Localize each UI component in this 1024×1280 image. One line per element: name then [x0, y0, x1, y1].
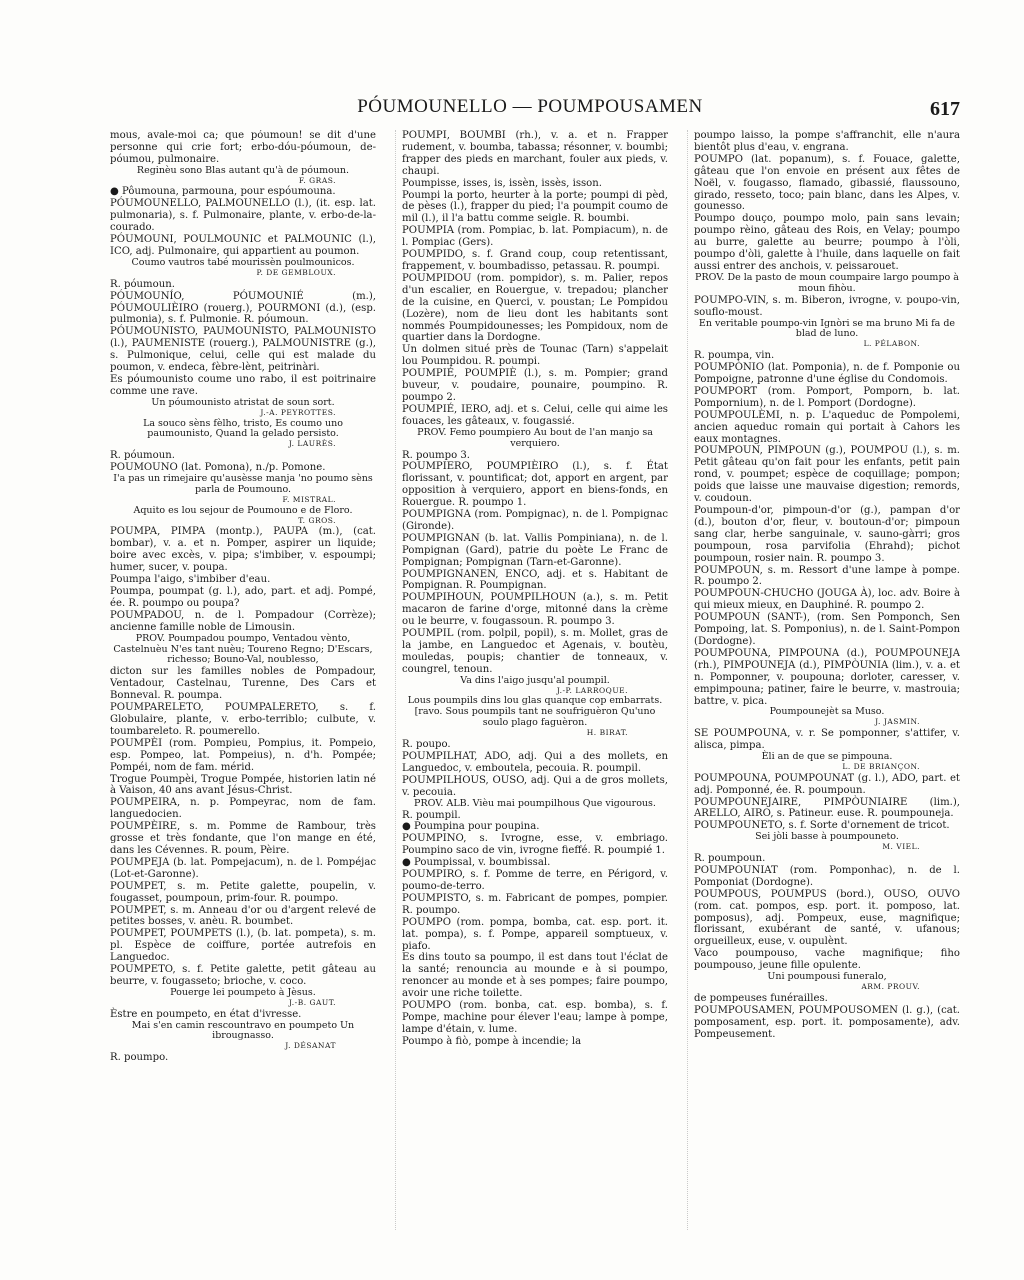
dictionary-entry: POUMPOUSAMEN, POUMPOUSOMEN (l. g.), (cat. pomposament, esp. port. it. pomposamente), adv. Pompeusement. [694, 1004, 960, 1040]
dictionary-entry: PÓUMOUNISTO, PAUMOUNISTO, PALMOUNISTO (l.), PAUMENISTE (rouerg.), PALMOUNISTRE (g.), s. Pulmonique, celui, celle qui est malade du poumon, v. endeca, fèbre-lènt, peitrinàri. [110, 326, 376, 374]
dictionary-entry: POUMPIDO, s. f. Grand coup, coup retentissant, frappement, v. boumbadisso, petassau. R. poumpi. [402, 249, 668, 272]
citation-source: J. JASMIN. [875, 717, 920, 727]
dictionary-entry: dicton sur les familles nobles de Pompadour, Ventadour, Castelnau, Turenne, Des Cars et Bonneval. R. poumpa. [110, 666, 376, 702]
dictionary-entry: PÓUMOUNELLO, PALMOUNELLO (l.), (it. esp. lat. pulmonaria), s. f. Pulmonaire, plante, v. erbo-de-la-courado. [110, 198, 376, 234]
dictionary-entry: R. poumpil. [402, 809, 461, 821]
dictionary-entry: POUMPINO, s. Ivrogne, esse, v. embriago. Poumpino saco de vin, ivrogne fieffé. R. poumpié 1. [402, 833, 668, 857]
quotation: I'a pas un rimejaire qu'ausèsse manja 'no poumo sèns parla de Poumouno. [113, 473, 373, 495]
dictionary-entry: POUMPOUNETO, s. f. Sorte d'ornement de tricot. [694, 820, 950, 832]
dictionary-entry: POUMPIÉ, IERO, adj. et s. Celui, celle qui aime les fouaces, les gâteaux, v. fougassié. [402, 403, 668, 427]
dictionary-entry: POUMPIGNA (rom. Pompignac), n. de l. Pompignac (Gironde). [402, 509, 668, 532]
dictionary-entry: R. póumoun. [110, 278, 175, 290]
dictionary-entry: POUMPEIRA, n. p. Pompeyrac, nom de fam. languedocien. [110, 797, 376, 821]
dictionary-entry: Poumpo douço, poumpo molo, pain sans levain; poumpo rèino, gâteau des Rois, en Velay; poumpo au burre, galette au beurre; poumpo à l'òli, poumpo d'òli, galette à l'huile, dans laquelle on fait aussi entrer des anchois, v. peissarouet. [694, 213, 960, 272]
quotation: Va dins l'aigo jusqu'al poumpil. [460, 674, 610, 686]
quotation: PROV. Femo poumpiero Au bout de l'an manjo sa verquiero. [417, 426, 653, 449]
dictionary-entry: PÓUMOUNI, POULMOUNIC et PALMOUNIC (l.), ICO, adj. Pulmonaire, qui appartient au poumon. [110, 234, 376, 258]
dictionary-entry: POUMPOUNEJAIRE, PIMPÒUNIAIRE (lim.), ARELLO, AIRO, s. Patineur. euse. R. poumpouneja. [694, 796, 960, 820]
dictionary-entry: POUMPIÉ, POUMPIÈ (l.), s. m. Pompier; grand buveur, v. poudaire, pounaire, poumpino. R. poumpo 2. [402, 368, 668, 403]
dictionary-entry: Trogue Poumpèi, Trogue Pompée, historien latin né à Vaison, 40 ans avant Jésus-Christ. [110, 773, 376, 797]
dictionary-entry: POUMPIGNAN (b. lat. Vallis Pompiniana), n. de l. Pompignan (Gard), patrie du poète Le Franc de Pompignan; Pompignan (Tarn-et-Garonne). [402, 532, 668, 568]
citation-source: ARM. PROUV. [861, 982, 920, 992]
dictionary-entry: Poumpisse, isses, is, issèn, issès, isson. [402, 177, 602, 189]
dictionary-entry: POUMPOUNA, PIMPOUNA (d.), POUMPOUNEJA (rh.), PIMPOUNEJA (d.), PIMPÒUNIA (lim.), v. a. et n. Pomponner, v. poupouna; dorloter, caresser, v. empimpouna; patiner, faire le beurre, v. mastrouia; battre, v. pica. [694, 647, 960, 707]
dictionary-entry: POUMPOUN (SANT-), (rom. Sen Pomponch, Sen Pompoing, lat. S. Pomponius), n. de l. Saint-Pompon (Dordogne). [694, 612, 960, 647]
dictionary-entry: POUMPOUN, s. m. Ressort d'une lampe à pompe. R. poumpo 2. [694, 564, 960, 588]
dictionary-entry: POUMPO (lat. popanum), s. f. Fouace, galette, gâteau que l'on envoie en présent aux fêtes de Noël, v. fougasso, flamado, gibassié, flaussouno, girado, resseto, toco; pain blanc, dans les Alpes, v. gounesso. [694, 153, 960, 213]
dictionary-entry: POUMPA, PIMPA (montp.), PAUPA (m.), (cat. bombar), v. a. et n. Pomper, aspirer un liquide; boire avec excès, v. pipa; s'imbiber, v. espoumpi; humer, sucer, v. poupa. [110, 526, 376, 574]
citation-source: H. BIRAT. [586, 728, 628, 738]
quotation: Poumpounejèt sa Muso. [769, 706, 885, 718]
page-header [100, 96, 960, 128]
dictionary-entry: POUMPIERO, POUMPIÈIRO (l.), s. f. État florissant, v. pountificat; dot, apport en argent, par opposition à verquiero, apport en biens-fonds, en Rouergue. R. poumpo 1. [402, 461, 668, 509]
dictionary-entry: Un dolmen situé près de Tounac (Tarn) s'appelait lou Poumpidou. R. poumpi. [402, 344, 668, 368]
dictionary-entry: SE POUMPOUNA, v. r. Se pomponner, s'attifer, v. alisca, pimpa. [694, 728, 960, 752]
citation-source: J. LAURÈS. [288, 439, 336, 449]
dictionary-entry: de pompeuses funérailles. [694, 992, 828, 1004]
quotation: Mai s'en camin rescountravo en poumpeto Un ibrougnasso. [131, 1019, 355, 1042]
dictionary-entry: R. póumoun. [110, 450, 175, 462]
quotation: Un póumounisto atristat de soun sort. [151, 396, 335, 408]
quotation: PROV. Poumpadou poumpo, Ventadou vènto, Castelnuèu N'es tant nuèu; Toureno Regno; D'Escars, richesso; Bouno-Val, noublesso, [113, 632, 373, 666]
dictionary-entry: POUMPIHOUN, POUMPILHOUN (a.), s. m. Petit macaron de farine d'orge, mitonné dans la crème ou le beurre, v. fougassoun. R. poumpo 3. [402, 592, 668, 628]
citation-source: J.-P. LARROQUE. [556, 685, 628, 695]
citation-source: J.-B. GAUT. [288, 997, 336, 1007]
dictionary-entry: poumpo laisso, la pompe s'affranchit, elle n'aura bientôt plus d'eau, v. engrana. [694, 130, 960, 153]
dictionary-entry: POUMPOUS, POUMPUS (bord.), OUSO, OUVO (rom. cat. pompos, esp. port. it. pomposo, lat. pomposus), adj. Pompeux, euse, magnifique; florissant, exubérant de santé, v. ufanous; orgueilleux, euse, v. oupulènt. [694, 888, 960, 948]
quotation: Reginèu sono Blas autant qu'à de póumoun. [136, 164, 350, 176]
dictionary-entry: POUMPADOU, n. de l. Pompadour (Corrèze); ancienne famille noble de Limousin. [110, 609, 376, 633]
quotation: Sei jòli basse à poumpouneto. [755, 831, 899, 843]
dictionary-entry: R. poumpo 3. [402, 449, 471, 461]
dictionary-entry: Poumpo à fiò, pompe à incendie; la [402, 1035, 582, 1047]
dictionary-entry: R. poupo. [402, 739, 451, 751]
citation-source: T. GROS. [298, 515, 336, 525]
dictionary-entry: mous, avale-moi ca; que póumoun! se dit d'une personne qui crie fort; erbo-dóu-póumoun, de-póumou, pulmonaire. [110, 130, 376, 165]
column-left [110, 130, 376, 1230]
dictionary-entry: ● Poumpina pour poupina. [402, 821, 540, 833]
dictionary-entry: Vaco poumpouso, vache magnifique; fiho poumpouso, jeune fille opulente. [694, 948, 960, 972]
dictionary-entry: POUMPO (rom. pompa, bomba, cat. esp. port. it. lat. pompa), s. f. Pompe, appareil somptueux, v. piafo. [402, 916, 668, 952]
dictionary-entry: POUMPOUNIAT (rom. Pomponhac), n. de l. Pomponiat (Dordogne). [694, 864, 960, 888]
citation-source: F. GRAS. [298, 175, 336, 185]
quotation: Aquito es lou sejour de Poumouno e de Floro. [133, 504, 353, 516]
text-columns [110, 130, 960, 1230]
citation-source: F. MISTRAL. [282, 494, 336, 504]
dictionary-entry: POUMPET, s. m. Petite galette, poupelin, v. fougasset, poumpoun, prim-four. R. poumpo. [110, 880, 376, 904]
citation-source: M. VIEL. [882, 842, 920, 852]
citation-source: J. DÉSANAT [285, 1041, 336, 1051]
dictionary-entry: R. poumpoun. [694, 853, 766, 865]
dictionary-entry: Poumpoun-d'or, pimpoun-d'or (g.), pampan d'or (d.), bouton d'or, fleur, v. boutoun-d'or; pimpoun sang clar, herbe sanguinale, v. sauno-gàrri; gros poumpoun, rosa parvifolia (Ehrahd); pichot poumpoun, rosier nain. R. poumpo 3. [694, 505, 960, 564]
running-title: PÓUMOUNELLO — POUMPOUSAMEN [357, 96, 703, 117]
dictionary-entry: POUMPEJA (b. lat. Pompejacum), n. de l. Pompéjac (Lot-et-Garonne). [110, 856, 376, 880]
dictionary-entry: POUMPIDOU (rom. pompidor), s. m. Palier, repos d'un escalier, en Rouergue, v. trepadou; plancher de la cuisine, en Querci, v. poustan; Le Pompidou (Lozère), nom de lieu dont les habitants sont nommés Poumpidounesses; les Pompidoux, nom de quartier dans la Dordogne. [402, 272, 668, 344]
dictionary-entry: Es dins touto sa poumpo, il est dans tout l'éclat de la santé; renouncia au mounde e à si poumpo, renoncer au monde et à ses pompes; faire poumpo, avoir une riche toilette. [402, 952, 668, 1000]
quotation: PROV. ALB. Vièu mai poumpilhous Que vigourous. [414, 797, 656, 809]
dictionary-entry: POUMPIL (rom. polpil, popil), s. m. Mollet, gras de la jambe, en Languedoc et Agenais, v. boutèu, mouledas, poupis; chantier de tonneaux, v. coungrel, tenoun. [402, 628, 668, 675]
citation-source: P. DE GEMBLOUX. [256, 267, 336, 277]
dictionary-entry: POUMPARELETO, POUMPALERETO, s. f. Globulaire, plante, v. erbo-terriblo; culbute, v. toumbareleto. R. poumerello. [110, 702, 376, 737]
page-number: 617 [930, 98, 960, 120]
dictionary-entry: POUMPISTO, s. m. Fabricant de pompes, pompier. R. poumpo. [402, 892, 668, 916]
dictionary-entry: POUMPETO, s. f. Petite galette, petit gâteau au beurre, v. fougasseto; brioche, v. coco. [110, 964, 376, 987]
quotation: En veritable poumpo-vin Ignòri se ma bruno Mi fa de blad de luno. [698, 317, 956, 340]
dictionary-entry: POUMPÈI (rom. Pompieu, Pompius, it. Pompeio, esp. Pompeo, lat. Pompeius), n. d'h. Pompée; Pompéi, nom de fam. mérid. [110, 737, 376, 773]
quotation: La souco sèns fèlho, tristo, Es coumo uno paumounisto, Quand la gelado persisto. [143, 417, 343, 440]
dictionary-entry: POUMPILHOUS, OUSO, adj. Qui a de gros mollets, v. pecouia. [402, 774, 668, 798]
dictionary-entry: POUMPÒNIO (lat. Pomponia), n. de f. Pomponie ou Pompoigne, patronne d'une église du Condomois. [694, 362, 960, 386]
dictionary-entry: Poumpi la porto, heurter à la porte; poumpi di pèd, de pèses (l.), frapper du pied; l'a poumpit coumo de mil (l.), il l'a battu comme seigle. R. boumbi. [402, 189, 668, 225]
dictionary-entry: POUMPILHAT, ADO, adj. Qui a des mollets, en Languedoc, v. emboutela, pecouia. R. poumpil. [402, 751, 668, 774]
dictionary-entry: POUMPÈIRE, s. m. Pomme de Rambour, très grosse et très fondante, que l'on mange en été, dans les Cévennes. R. poum, Pèire. [110, 821, 376, 856]
dictionary-entry: Poumpa, poumpat (g. l.), ado, part. et adj. Pompé, ée. R. poumpo ou poupa? [110, 586, 376, 609]
dictionary-entry: Es póumounisto coume uno rabo, il est poitrinaire comme une rave. [110, 373, 376, 397]
dictionary-entry: R. poumpo. [110, 1052, 169, 1064]
dictionary-entry: POUMPET, POUMPETS (l.), (b. lat. pompeta), s. m. pl. Espèce de coiffure, portée autrefois en Languedoc. [110, 928, 376, 964]
dictionary-entry: POUMPOUN, PIMPOUN (g.), POUMPOU (l.), s. m. Petit gâteau qu'on fait pour les enfants, petit pain rond, v. poumpet; espèce de coquillage; pompon; poids que laisse une mauvaise digestion; remords, v. coudoun. [694, 445, 960, 505]
dictionary-entry: POUMPET, s. m. Anneau d'or ou d'argent relevé de petites bosses, v. anèu. R. boumbet. [110, 904, 376, 928]
dictionary-entry: R. poumpa, vin. [694, 350, 775, 362]
quotation: Uni poumpousi funeralo, [767, 971, 887, 983]
dictionary-entry: POUMPO-VIN, s. m. Biberon, ivrogne, v. poupo-vin, souflo-moust. [694, 294, 960, 318]
dictionary-entry: POUMOUNO (lat. Pomona), n./p. Pomone. [110, 462, 326, 474]
dictionary-entry: POUMPIGNANEN, ENCO, adj. et s. Habitant de Pompignan. R. Poumpignan. [402, 568, 668, 592]
citation-source: J.-A. PEYROTTES. [260, 407, 336, 417]
column-right [687, 130, 960, 1230]
quotation: Èli an de que se pimpouna. [761, 750, 893, 762]
dictionary-entry: Poumpa l'aigo, s'imbiber d'eau. [110, 574, 271, 586]
column-middle [395, 130, 668, 1230]
quotation: PROV. De la pasto de moun coumpaire largo poumpo à moun fihòu. [695, 271, 959, 294]
dictionary-entry: ● Pôumouna, parmouna, pour espóumouna. [110, 186, 336, 198]
dictionary-entry: POUMPOUN-CHUCHO (JOUGA À), loc. adv. Boire à qui mieux mieux, en Dauphiné. R. poumpo 2. [694, 588, 960, 612]
dictionary-entry: POUMPI, BOUMBI (rh.), v. a. et n. Frapper rudement, v. boumba, tabassa; résonner, v. boumbi; frapper des pieds en marchant, fouler aux pieds, v. chaupi. [402, 130, 668, 177]
dictionary-entry: POUMPOUNA, POUMPOUNAT (g. l.), ADO, part. et adj. Pomponné, ée. R. poumpoun. [694, 772, 960, 796]
dictionary-entry: PÓUMOUNÍO, PÓUMOUNIÉ (m.), PÓUMOULIÈIRO (rouerg.), POURMONI (d.), (esp. pulmonia), s. f. Pulmonie. R. póumoun. [110, 290, 376, 326]
quotation: Lous poumpils dins lou glas quanque cop embarrats. [ravo. Sous poumpils tant ne soufriguèron Qu'uno soulo plago faguèron. [407, 695, 663, 729]
quotation: Pouerge lei poumpeto à Jèsus. [170, 986, 316, 998]
dictionary-entry: POUMPORT (rom. Pomport, Pomporn, b. lat. Pompornium), n. de l. Pomport (Dordogne). [694, 385, 960, 409]
dictionary-entry: Èstre en poumpeto, en état d'ivresse. [110, 1008, 302, 1020]
dictionary-entry: POUMPIRO, s. f. Pomme de terre, en Périgord, v. poumo-de-terro. [402, 869, 668, 892]
dictionary-entry: ● Poumpissal, v. boumbissal. [402, 857, 551, 869]
citation-source: L. DE BRIANÇON. [842, 761, 920, 771]
quotation: Coumo vautros tabé mourissèn poulmounicos. [131, 256, 355, 268]
dictionary-entry: POUMPIA (rom. Pompiac, b. lat. Pompiacum), n. de l. Pompiac (Gers). [402, 225, 668, 249]
citation-source: L. PÉLABON. [863, 339, 920, 349]
dictionary-entry: POUMPOULÈMI, n. p. L'aqueduc de Pompolemi, ancien aqueduc romain qui portait à Cahors les eaux montagnes. [694, 409, 960, 445]
dictionary-entry: POUMPO (rom. bonba, cat. esp. bomba), s. f. Pompe, machine pour élever l'eau; lampe à pompe, lampe d'étain, v. lume. [402, 1000, 668, 1035]
